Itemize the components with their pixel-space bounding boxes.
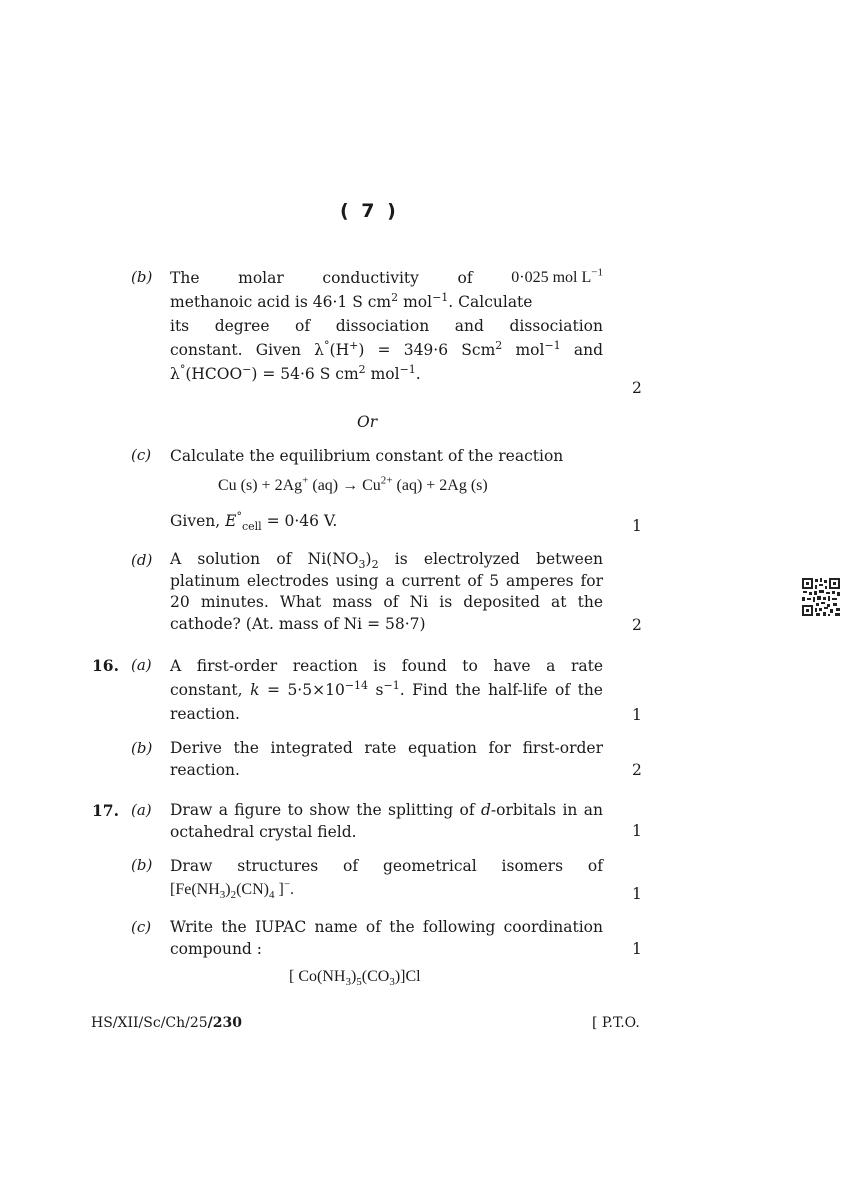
q15-b-text	[170, 266, 603, 386]
pto-note: [ P.T.O.	[592, 1015, 640, 1031]
q17-c-text	[170, 916, 603, 960]
q17-b-marks: 1	[632, 885, 642, 903]
q16-b-line1: Derive the integrated rate equation for first-order	[170, 739, 603, 757]
q16-a-line1: A first-order reaction is found to have a rate	[170, 657, 603, 675]
q17-a-line2: octahedral crystal field.	[170, 823, 357, 841]
q15-d-line4: cathode? (At. mass of Ni = 58·7)	[170, 614, 426, 633]
q15-c-equation: Cu (s) + 2Ag+ $(aq) \to Cu^{2+}$ (aq) + 2Ag (s)	[218, 474, 488, 494]
q15-b-label: (b)	[131, 268, 153, 286]
q15-d-line1: A solution of $Ni(NO_3)_2$ is electrolyzed between	[170, 550, 603, 572]
q15-b-line2: methanoic acid is 46·1 S $cm^2$ mol$^{-1}$. Calculate	[170, 290, 533, 311]
q17-c-marks: 1	[632, 940, 642, 958]
q17-b-text	[170, 854, 603, 902]
q15-b-line4: constant. Given λ°(H+) = 349·6 Scm$^2$ mol$^{-1}$ and	[170, 338, 604, 359]
q15-d-label: (d)	[131, 551, 153, 569]
q15-c-marks: 1	[632, 517, 642, 535]
q17-c-formula: [ $Co(NH_3)_5(CO_3)]Cl$	[289, 968, 421, 989]
q16-a-line3: reaction.	[170, 705, 240, 723]
q17-a-marks: 1	[632, 822, 642, 840]
q16-a-label: (a)	[131, 656, 152, 674]
q16-b-marks: 2	[632, 761, 642, 779]
q16-number: 16.	[92, 656, 119, 675]
q15-b-marks: 2	[632, 379, 642, 397]
q17-b-label: (b)	[131, 856, 153, 874]
q16-b-line2: reaction.	[170, 761, 240, 779]
q15-d-line3: 20 minutes. What mass of Ni is deposited at the	[170, 593, 603, 611]
q15-d-marks: 2	[632, 616, 642, 634]
page-number: ( 7 )	[340, 200, 399, 222]
q17-a-label: (a)	[131, 801, 152, 819]
paper-code: HS/XII/Sc/Ch/25/230	[91, 1015, 243, 1031]
q15-c-line1: Calculate the equilibrium constant of the reaction	[170, 447, 564, 465]
or-separator: Or	[357, 413, 378, 431]
q15-d-line2: platinum electrodes using a current of 5 amperes for	[170, 571, 603, 590]
q16-b-text	[170, 737, 603, 781]
q17-a-line1: Draw a figure to show the splitting of d-orbitals in an	[170, 801, 603, 819]
q15-c-label: (c)	[131, 446, 152, 464]
q17-c-line2: compound :	[170, 940, 263, 958]
q15-c-given: Given, $E^\circ_{cell} = 0\cdot 46$ V.	[170, 509, 338, 534]
q16-a-text	[170, 654, 603, 726]
q15-b-line1: The molar conductivity of 0·025 mol $L^{-1}$	[170, 266, 603, 287]
q16-a-marks: 1	[632, 706, 642, 724]
q17-b-line1: Draw structures of geometrical isomers of	[170, 857, 603, 875]
q17-b-formula: [$Fe(NH_3)_2(CN)_4$ ]−.	[170, 878, 295, 902]
q17-c-line1: Write the IUPAC name of the following coordination	[170, 918, 603, 936]
q17-a-text	[170, 799, 603, 843]
q16-a-line2: constant, $k = 5\cdot 5\times 10^{-14}$ $s^{-1}$. Find the half-life of the	[170, 678, 603, 699]
q15-b-line3: its degree of dissociation and dissociation	[170, 317, 603, 335]
q16-b-label: (b)	[131, 739, 153, 757]
q17-number: 17.	[92, 801, 119, 820]
q15-b-line5: λ°(HCOO−) = 54·6 S $cm^2$ mol$^{-1}$.	[170, 362, 421, 383]
q17-c-label: (c)	[131, 918, 152, 936]
qr-code-icon	[801, 577, 841, 617]
q15-d-text	[170, 549, 603, 635]
